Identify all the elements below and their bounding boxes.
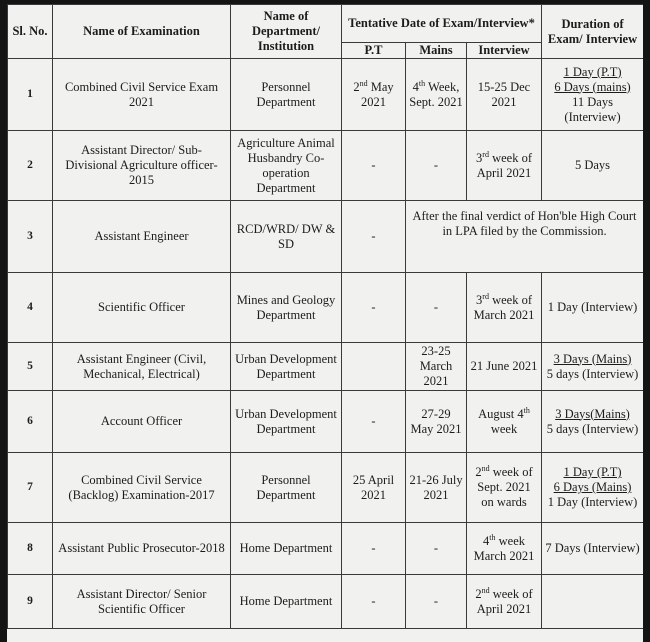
pt-month: May 2021	[361, 79, 394, 109]
interview-rest: week of March 2021	[473, 292, 535, 322]
row-pt-date: 25 April 2021	[342, 453, 406, 523]
duration-pt: 1 Day (P.T)	[563, 64, 622, 79]
interview-suffix: rd	[482, 291, 489, 301]
row-interview-date	[467, 391, 542, 453]
header-tentative-date: Tentative Date of Exam/Interview*	[342, 5, 542, 43]
header-exam-name: Name of Examination	[53, 5, 231, 59]
row-pt-date: -	[342, 131, 406, 201]
row-mains-date: -	[406, 273, 467, 343]
table-row	[8, 273, 644, 343]
row-department: Home Department	[231, 575, 342, 629]
duration-interview: 5 days (Interview)	[546, 366, 639, 381]
row-interview-date	[467, 131, 542, 201]
interview-rest: week March 2021	[473, 533, 535, 563]
row-department: Personnel Department	[231, 453, 342, 523]
row-pt-date: -	[342, 273, 406, 343]
mains-day: 4	[412, 79, 419, 94]
interview-ordinal: 3	[476, 292, 483, 307]
interview-ordinal: 3	[476, 150, 483, 165]
row-pt-date: -	[342, 391, 406, 453]
interview-ordinal: August 4	[478, 406, 524, 421]
interview-ordinal: 2	[475, 586, 482, 601]
table-row	[8, 131, 644, 201]
duration-mains: 3 Days(Mains)	[555, 406, 630, 421]
row-exam-name: Assistant Engineer	[53, 201, 231, 273]
interview-suffix: nd	[481, 585, 490, 595]
interview-suffix: nd	[481, 463, 490, 473]
table-row	[8, 575, 644, 629]
row-duration	[542, 453, 643, 523]
row-duration: 5 Days	[542, 131, 643, 201]
exam-schedule-table	[7, 4, 643, 629]
row-sl-no: 3	[8, 201, 53, 273]
interview-suffix: th	[523, 405, 530, 415]
row-pt-date: -	[342, 201, 406, 273]
row-mains-date: 27-29 May 2021	[406, 391, 467, 453]
exam-schedule-document	[7, 4, 643, 642]
row-duration	[542, 59, 643, 131]
row-sl-no: 2	[8, 131, 53, 201]
row-department: Personnel Department	[231, 59, 342, 131]
row-sl-no: 5	[8, 343, 53, 391]
row-note-court-verdict: After the final verdict of Hon'ble High Court in LPA filed by the Commission.	[406, 201, 644, 273]
row-exam-name: Account Officer	[53, 391, 231, 453]
header-duration: Duration of Exam/ Interview	[542, 5, 643, 59]
row-exam-name: Assistant Engineer (Civil, Mechanical, Electrical)	[53, 343, 231, 391]
row-department: Home Department	[231, 523, 342, 575]
row-mains-date: -	[406, 575, 467, 629]
row-exam-name: Assistant Director/ Senior Scientific Officer	[53, 575, 231, 629]
row-interview-date: 15-25 Dec 2021	[467, 59, 542, 131]
table-row	[8, 391, 644, 453]
row-sl-no: 4	[8, 273, 53, 343]
row-pt-date: -	[342, 523, 406, 575]
header-pt: P.T	[342, 43, 406, 59]
mains-suffix: th	[418, 78, 426, 88]
row-mains-date: 23-25 March 2021	[406, 343, 467, 391]
row-exam-name: Combined Civil Service Exam 2021	[53, 59, 231, 131]
interview-suffix: th	[489, 532, 496, 542]
mains-month: Week, Sept. 2021	[409, 79, 463, 109]
interview-rest: week	[490, 421, 518, 436]
header-mains: Mains	[406, 43, 467, 59]
header-interview: Interview	[467, 43, 542, 59]
table-row	[8, 201, 644, 273]
table-row	[8, 453, 644, 523]
row-sl-no: 8	[8, 523, 53, 575]
pt-day: 2	[353, 79, 360, 94]
table-row	[8, 523, 644, 575]
row-sl-no: 9	[8, 575, 53, 629]
row-department: Urban Development Department	[231, 391, 342, 453]
row-department: Agriculture Animal Husbandry Co-operation Department	[231, 131, 342, 201]
row-duration: 1 Day (Interview)	[542, 273, 643, 343]
interview-suffix: rd	[482, 149, 489, 159]
header-row	[8, 5, 644, 43]
header-department: Name of Department/ Institution	[231, 5, 342, 59]
row-exam-name: Assistant Director/ Sub-Divisional Agriculture officer-2015	[53, 131, 231, 201]
interview-rest: week of Sept. 2021 on wards	[477, 465, 533, 509]
duration-interview: 5 days (Interview)	[546, 421, 639, 436]
interview-rest: week of April 2021	[476, 150, 532, 180]
row-mains-date	[406, 59, 467, 131]
row-department: Urban Development Department	[231, 343, 342, 391]
interview-ordinal: 4	[483, 533, 490, 548]
row-exam-name: Scientific Officer	[53, 273, 231, 343]
row-interview-date	[467, 575, 542, 629]
interview-ordinal: 2	[475, 465, 482, 479]
pt-suffix: nd	[359, 78, 368, 88]
duration-mains: 6 Days (Mains)	[553, 480, 632, 494]
row-interview-date	[467, 523, 542, 575]
duration-interview: 1 Day (Interview)	[547, 495, 638, 509]
row-pt-date	[342, 343, 406, 391]
table-row	[8, 59, 644, 131]
row-department: RCD/WRD/ DW & SD	[231, 201, 342, 273]
row-sl-no: 7	[8, 453, 53, 523]
row-mains-date: -	[406, 523, 467, 575]
row-interview-date: 21 June 2021	[467, 343, 542, 391]
row-sl-no: 6	[8, 391, 53, 453]
row-duration: 7 Days (Interview)	[542, 523, 643, 575]
row-interview-date	[467, 273, 542, 343]
header-sl-no: Sl. No.	[8, 5, 53, 59]
table-row	[8, 343, 644, 391]
duration-interview: 11 Days (Interview)	[564, 94, 621, 124]
row-mains-date: -	[406, 131, 467, 201]
duration-pt: 1 Day (P.T)	[563, 465, 622, 479]
row-exam-name: Combined Civil Service (Backlog) Examination-2017	[53, 453, 231, 523]
row-interview-date	[467, 453, 542, 523]
row-duration	[542, 575, 643, 629]
row-pt-date: -	[342, 575, 406, 629]
row-duration	[542, 343, 643, 391]
row-mains-date: 21-26 July 2021	[406, 453, 467, 523]
row-pt-date	[342, 59, 406, 131]
row-department: Mines and Geology Department	[231, 273, 342, 343]
duration-mains: 6 Days (mains)	[554, 79, 631, 94]
interview-rest: week of April 2021	[476, 586, 533, 616]
duration-mains: 3 Days (Mains)	[553, 351, 632, 366]
row-sl-no: 1	[8, 59, 53, 131]
row-duration	[542, 391, 643, 453]
row-exam-name: Assistant Public Prosecutor-2018	[53, 523, 231, 575]
